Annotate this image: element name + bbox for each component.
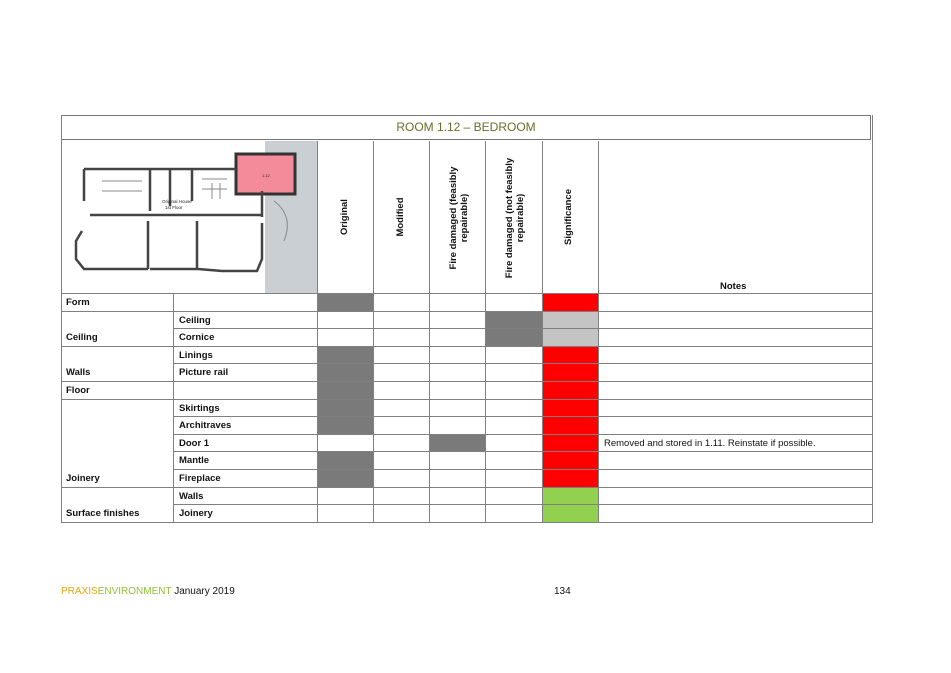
cell-fire-not-feasible-fill xyxy=(486,312,542,329)
grid-hline xyxy=(173,363,873,364)
row-item-label: Mantle xyxy=(179,455,210,467)
row-item-label: Linings xyxy=(179,349,213,361)
grid-vline xyxy=(317,141,318,522)
grid-vline xyxy=(598,141,599,522)
page-number: 134 xyxy=(554,586,571,597)
row-group-label: Joinery xyxy=(66,473,100,484)
cell-fire-not-feasible-fill xyxy=(486,329,542,346)
grid-hline xyxy=(61,522,873,523)
grid-hline xyxy=(61,346,873,347)
plan-label-floor: 1st Floor xyxy=(165,205,183,210)
row-item-label: Picture rail xyxy=(179,367,229,379)
cell-original-fill xyxy=(318,417,373,434)
header-fire-feasible: Fire damaged (feasibly repairable) xyxy=(448,166,470,270)
row-item-label: Architraves xyxy=(179,420,232,432)
row-item-label: Walls xyxy=(179,490,204,502)
row-item-label: Cornice xyxy=(179,332,215,344)
brand-praxis: PRAXIS xyxy=(61,586,98,597)
cell-significance-fill xyxy=(543,347,598,364)
grid-hline xyxy=(173,451,873,452)
cell-significance-fill xyxy=(543,382,598,399)
grid-hline xyxy=(173,434,873,435)
grid-vline xyxy=(429,141,430,522)
header-significance: Significance xyxy=(563,189,574,245)
row-item-label: Ceiling xyxy=(179,314,211,326)
row-group-label: Form xyxy=(66,297,90,308)
grid-hline xyxy=(173,469,873,470)
header-notes: Notes xyxy=(720,281,747,292)
cell-fire-feasible-fill xyxy=(430,435,485,452)
brand-environment: ENVIRONMENT xyxy=(97,586,172,597)
grid-vline xyxy=(373,141,374,522)
floor-plan-image xyxy=(62,141,317,293)
row-item-label: Joinery xyxy=(179,508,213,520)
cell-original-fill xyxy=(318,382,373,399)
cell-significance-fill xyxy=(543,452,598,469)
cell-original-fill xyxy=(318,452,373,469)
cell-original-fill xyxy=(318,364,373,381)
header-modified: Modified xyxy=(395,197,406,237)
grid-hline xyxy=(173,504,873,505)
grid-vline xyxy=(872,115,873,522)
cell-original-fill xyxy=(318,347,373,364)
floor-plan-drawing xyxy=(62,141,317,293)
row-note: Removed and stored in 1.11. Reinstate if possible. xyxy=(604,437,816,449)
grid-hline xyxy=(61,293,873,294)
grid-vline xyxy=(542,141,543,522)
row-item-label: Door 1 xyxy=(179,437,210,449)
cell-significance-fill xyxy=(543,400,598,417)
table-title: ROOM 1.12 – BEDROOM xyxy=(61,115,871,140)
row-group-label: Surface finishes xyxy=(66,508,140,520)
cell-significance-fill xyxy=(543,505,598,522)
row-item-label: Skirtings xyxy=(179,402,220,414)
cell-significance-fill xyxy=(543,312,598,329)
header-original: Original xyxy=(339,199,350,235)
cell-significance-fill xyxy=(543,329,598,346)
row-group-label: Ceiling xyxy=(66,332,98,344)
grid-hline xyxy=(61,381,873,382)
grid-hline xyxy=(61,487,873,488)
cell-original-fill xyxy=(318,400,373,417)
grid-vline xyxy=(61,115,62,522)
cell-significance-fill xyxy=(543,435,598,452)
row-group-label: Walls xyxy=(66,367,91,379)
row-group-label: Floor xyxy=(66,385,90,396)
grid-hline xyxy=(173,328,873,329)
footer-brand xyxy=(61,586,235,597)
cell-significance-fill xyxy=(543,488,598,505)
plan-label-room: 1.12 xyxy=(262,173,270,178)
cell-significance-fill xyxy=(543,417,598,434)
grid-hline xyxy=(61,399,873,400)
cell-significance-fill xyxy=(543,470,598,487)
grid-hline xyxy=(61,311,873,312)
header-fire-not-feasible: Fire damaged (not feasibly repairable) xyxy=(504,157,526,279)
grid-vline xyxy=(485,141,486,522)
cell-significance-fill xyxy=(543,364,598,381)
cell-significance-fill xyxy=(543,294,598,311)
cell-original-fill xyxy=(318,294,373,311)
plan-label-original-house: Original House xyxy=(162,199,192,204)
grid-hline xyxy=(173,416,873,417)
cell-original-fill xyxy=(318,470,373,487)
row-item-label: Fireplace xyxy=(179,473,221,484)
footer-date: January 2019 xyxy=(174,586,235,597)
